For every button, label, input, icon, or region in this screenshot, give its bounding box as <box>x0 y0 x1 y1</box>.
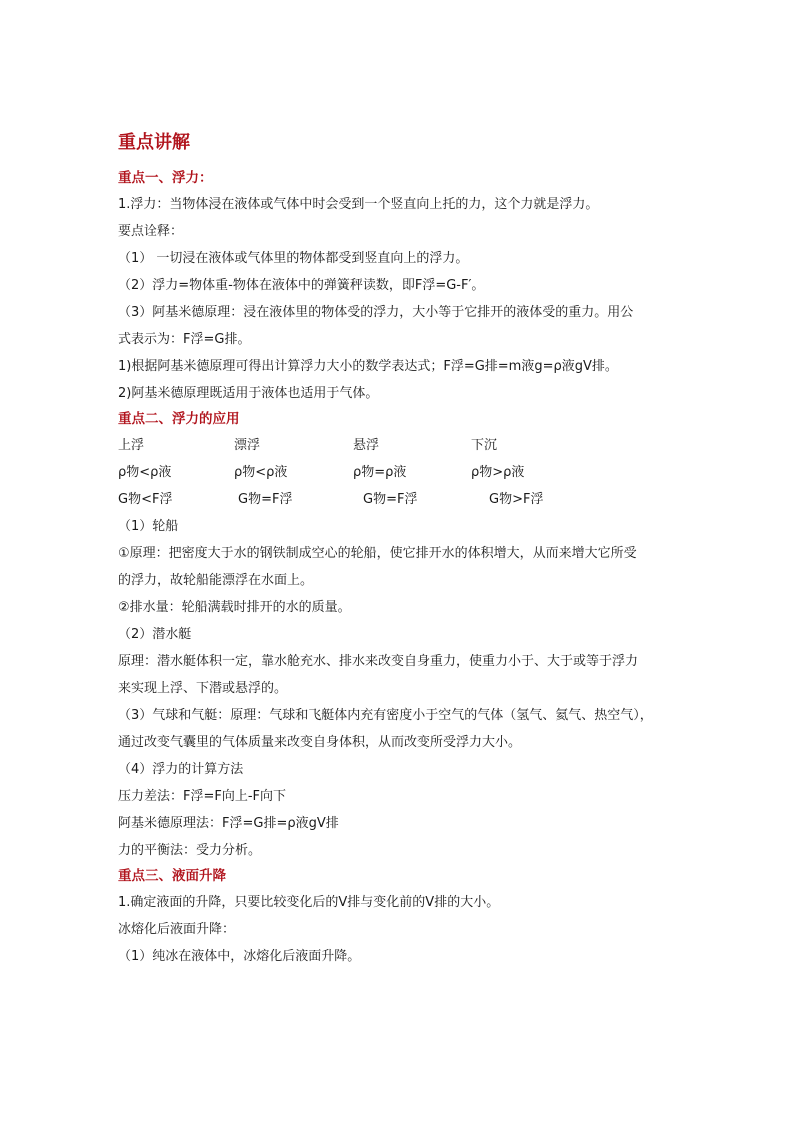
text-line: （1） 一切浸在液体或气体里的物体都受到竖直向上的浮力。 <box>118 251 469 266</box>
text-line: 要点诠释： <box>118 224 184 239</box>
text-line: 2)阿基米德原理既适用于液体也适用于气体。 <box>118 386 379 401</box>
force-cell: G物<F浮 <box>118 492 173 507</box>
text-line: 式表示为：F浮=G排。 <box>118 332 251 347</box>
density-cell: ρ物>ρ液 <box>471 465 525 480</box>
text-line: （3）气球和气艇：原理：气球和飞艇体内充有密度小于空气的气体（氢气、氦气、热空气）， <box>118 708 653 723</box>
density-cell: ρ物=ρ液 <box>353 465 407 480</box>
document-page <box>118 128 688 970</box>
text-line: ①原理：把密度大于水的钢铁制成空心的轮船，使它排开水的体积增大，从而来增大它所受 <box>118 546 637 561</box>
force-row <box>118 486 688 513</box>
section-heading-liquid-level: 重点三、液面升降 <box>118 868 226 884</box>
text-line: ②排水量：轮船满载时排开的水的质量。 <box>118 600 351 615</box>
state-cell: 悬浮 <box>353 438 380 453</box>
text-line: （2）潜水艇 <box>118 627 192 642</box>
text-line: 压力差法：F浮=F向上-F向下 <box>118 789 287 804</box>
density-cell: ρ物<ρ液 <box>118 465 172 480</box>
text-line: 来实现上浮、下潜或悬浮的。 <box>118 681 288 696</box>
density-row <box>118 459 688 486</box>
text-line: 原理：潜水艇体积一定，靠水舱充水、排水来改变自身重力，使重力小于、大于或等于浮力 <box>118 654 639 669</box>
text-line: 阿基米德原理法：F浮=G排=ρ液gV排 <box>118 816 339 831</box>
text-line: 的浮力，故轮船能漂浮在水面上。 <box>118 573 314 588</box>
state-cell: 下沉 <box>471 438 498 453</box>
text-line: （1）轮船 <box>118 519 179 534</box>
density-cell: ρ物<ρ液 <box>234 465 288 480</box>
text-line: 冰熔化后液面升降： <box>118 922 236 937</box>
text-line: 力的平衡法：受力分析。 <box>118 843 262 858</box>
state-row <box>118 432 688 459</box>
section-heading-buoyancy: 重点一、浮力： <box>118 170 213 186</box>
section-heading-applications: 重点二、浮力的应用 <box>118 411 240 427</box>
text-line: （3）阿基米德原理：浸在液体里的物体受的浮力，大小等于它排开的液体受的重力。用公 <box>118 305 634 320</box>
text-line: 1.浮力：当物体浸在液体或气体中时会受到一个竖直向上托的力，这个力就是浮力。 <box>118 197 599 212</box>
text-line: 1.确定液面的升降，只要比较变化后的V排与变化前的V排的大小。 <box>118 895 500 910</box>
text-line: （4）浮力的计算方法 <box>118 762 244 777</box>
text-line: 1)根据阿基米德原理可得出计算浮力大小的数学表达式；F浮=G排=m液g=ρ液gV排。 <box>118 359 618 374</box>
force-cell: G物=F浮 <box>238 492 293 507</box>
state-cell: 漂浮 <box>234 438 261 453</box>
text-line: （1）纯冰在液体中，冰熔化后液面升降。 <box>118 949 361 964</box>
force-cell: G物>F浮 <box>489 492 544 507</box>
text-line: （2）浮力=物体重-物体在液体中的弹簧秤读数，即F浮=G-F′。 <box>118 278 485 293</box>
force-cell: G物=F浮 <box>363 492 418 507</box>
page-title: 重点讲解 <box>118 132 190 153</box>
text-line: 通过改变气囊里的气体质量来改变自身体积，从而改变所受浮力大小。 <box>118 735 522 750</box>
state-cell: 上浮 <box>118 438 145 453</box>
